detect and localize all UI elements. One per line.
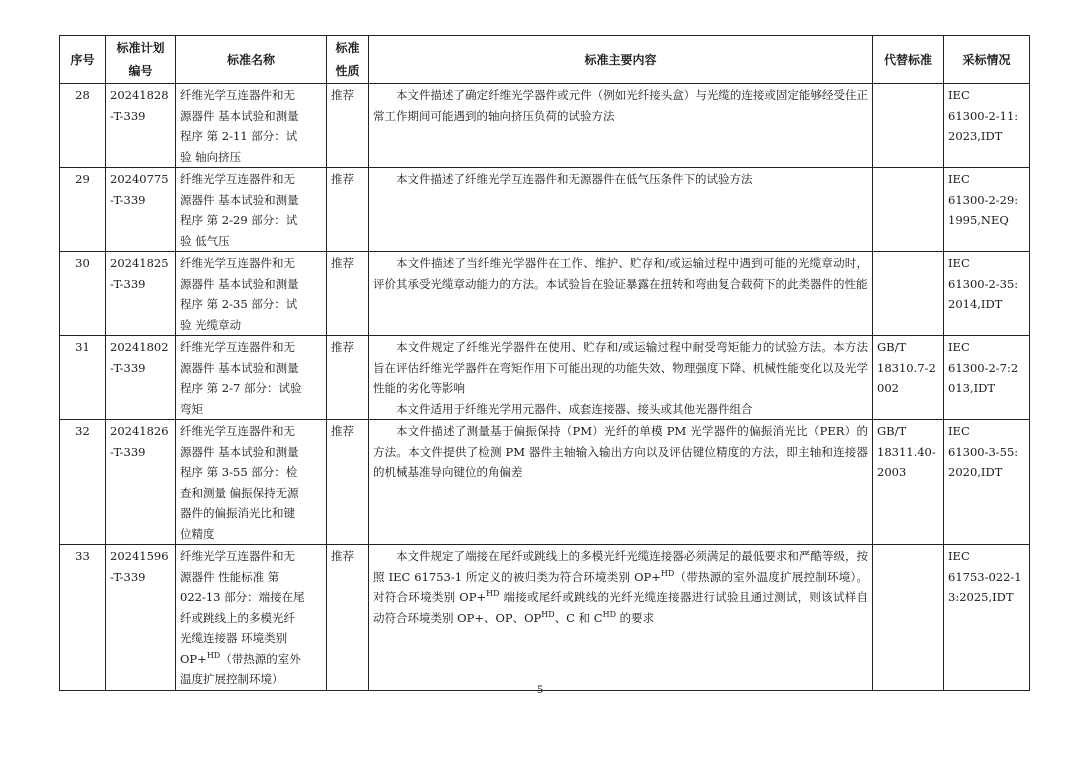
table-row <box>60 545 1030 691</box>
standards-table <box>59 35 1030 691</box>
standard-content <box>369 168 873 252</box>
header-adopt: 采标情况 <box>944 36 1030 84</box>
row-number: 31 <box>60 336 106 420</box>
adoption-status: IEC 61300-3-55: 2020,IDT <box>944 420 1030 545</box>
standard-name: 纤维光学互连器件和无 源器件 性能标准 第 022-13 部分：端接在尾 纤或跳线上的多模光纤 光缆连接器 环境类别 OP+$^{HD}$（带热源的室外 温度扩展控制环境） <box>176 545 327 691</box>
standard-name: 纤维光学互连器件和无 源器件 基本试验和测量 程序 第 2-29 部分：试 验 低气压 <box>176 168 327 252</box>
adoption-status: IEC 61753-022-1 3:2025,IDT <box>944 545 1030 691</box>
table-row <box>60 84 1030 168</box>
header-content: 标准主要内容 <box>369 36 873 84</box>
adoption-status: IEC 61300-2-35: 2014,IDT <box>944 252 1030 336</box>
content-paragraph: 本文件规定了纤维光学器件在使用、贮存和/或运输过程中耐受弯矩能力的试验方法。本方法旨在评估纤维光学器件在弯矩作用下可能出现的功能失效、物理强度下降、机械性能变化以及光学性能的劣化等影响 <box>373 340 868 395</box>
plan-number: 20241828 -T-339 <box>106 84 176 168</box>
header-no: 序号 <box>60 36 106 84</box>
header-name: 标准名称 <box>176 36 327 84</box>
plan-number: 20241826 -T-339 <box>106 420 176 545</box>
replaced-standard <box>873 84 944 168</box>
replaced-standard <box>873 252 944 336</box>
standard-name: 纤维光学互连器件和无 源器件 基本试验和测量 程序 第 2-35 部分：试 验 光缆章动 <box>176 252 327 336</box>
table-row <box>60 252 1030 336</box>
header-nature: 标准 性质 <box>327 36 369 84</box>
standard-nature: 推荐 <box>327 84 369 168</box>
standard-content <box>369 336 873 420</box>
plan-number: 20241825 -T-339 <box>106 252 176 336</box>
standard-content <box>369 84 873 168</box>
standard-nature: 推荐 <box>327 168 369 252</box>
row-number: 33 <box>60 545 106 691</box>
standard-name: 纤维光学互连器件和无 源器件 基本试验和测量 程序 第 2-7 部分：试验 弯矩 <box>176 336 327 420</box>
adoption-status: IEC 61300-2-29: 1995,NEQ <box>944 168 1030 252</box>
plan-number: 20241802 -T-339 <box>106 336 176 420</box>
standard-content <box>369 420 873 545</box>
content-paragraph: 本文件规定了端接在尾纤或跳线上的多模光纤光缆连接器必须满足的最低要求和严酷等级，按照 IEC 61753-1 所定义的被归类为符合环境类别 OP+$^{HD}$（带热源的室外温度扩展控制环境）。对符合环境类别 OP+$^{HD}$ 端接或尾纤或跳线的光纤光缆连接器进行试验且通过测试，则该试样自动符合环境类别 OP+、OP、$OP^{HD}$、C 和 $C^{HD}$ 的要求 <box>373 549 868 625</box>
content-paragraph: 本文件描述了纤维光学互连器件和无源器件在低气压条件下的试验方法 <box>396 172 753 186</box>
content-paragraph: 本文件适用于纤维光学用元器件、成套连接器、接头或其他光器件组合 <box>396 401 753 416</box>
adoption-status: IEC 61300-2-11: 2023,IDT <box>944 84 1030 168</box>
plan-number: 20240775 -T-339 <box>106 168 176 252</box>
standard-nature: 推荐 <box>327 336 369 420</box>
standard-content <box>369 545 873 691</box>
standard-nature: 推荐 <box>327 545 369 691</box>
header-replace: 代替标准 <box>873 36 944 84</box>
content-paragraph: 本文件描述了当纤维光学器件在工作、维护、贮存和/或运输过程中遇到可能的光缆章动时，评价其承受光缆章动能力的方法。本试验旨在验证暴露在扭转和弯曲复合载荷下的此类器件的性能 <box>373 256 868 291</box>
header-row <box>60 36 1030 84</box>
row-number: 32 <box>60 420 106 545</box>
row-number: 29 <box>60 168 106 252</box>
standard-name: 纤维光学互连器件和无 源器件 基本试验和测量 程序 第 2-11 部分：试 验 轴向挤压 <box>176 84 327 168</box>
replaced-standard <box>873 168 944 252</box>
page-number: 5 <box>537 682 543 696</box>
standard-content <box>369 252 873 336</box>
content-paragraph: 本文件描述了测量基于偏振保持（PM）光纤的单模 PM 光学器件的偏振消光比（PER）的方法。本文件提供了检测 PM 器件主轴输入输出方向以及评估键位精度的方法，即主轴和连接器的机械基准导向键位的角偏差 <box>373 424 868 479</box>
header-plan: 标准计划 编号 <box>106 36 176 84</box>
table-row <box>60 420 1030 545</box>
standard-nature: 推荐 <box>327 252 369 336</box>
table-row <box>60 336 1030 420</box>
plan-number: 20241596 -T-339 <box>106 545 176 691</box>
replaced-standard: GB/T 18311.40- 2003 <box>873 420 944 545</box>
row-number: 28 <box>60 84 106 168</box>
adoption-status: IEC 61300-2-7:2 013,IDT <box>944 336 1030 420</box>
content-paragraph: 本文件描述了确定纤维光学器件或元件（例如光纤接头盒）与光缆的连接或固定能够经受住正常工作期间可能遇到的轴向挤压负荷的试验方法 <box>373 88 868 123</box>
standard-name: 纤维光学互连器件和无 源器件 基本试验和测量 程序 第 3-55 部分：检 查和测量 偏振保持无源 器件的偏振消光比和键 位精度 <box>176 420 327 545</box>
standard-nature: 推荐 <box>327 420 369 545</box>
replaced-standard: GB/T 18310.7-2 002 <box>873 336 944 420</box>
replaced-standard <box>873 545 944 691</box>
table-row <box>60 168 1030 252</box>
row-number: 30 <box>60 252 106 336</box>
